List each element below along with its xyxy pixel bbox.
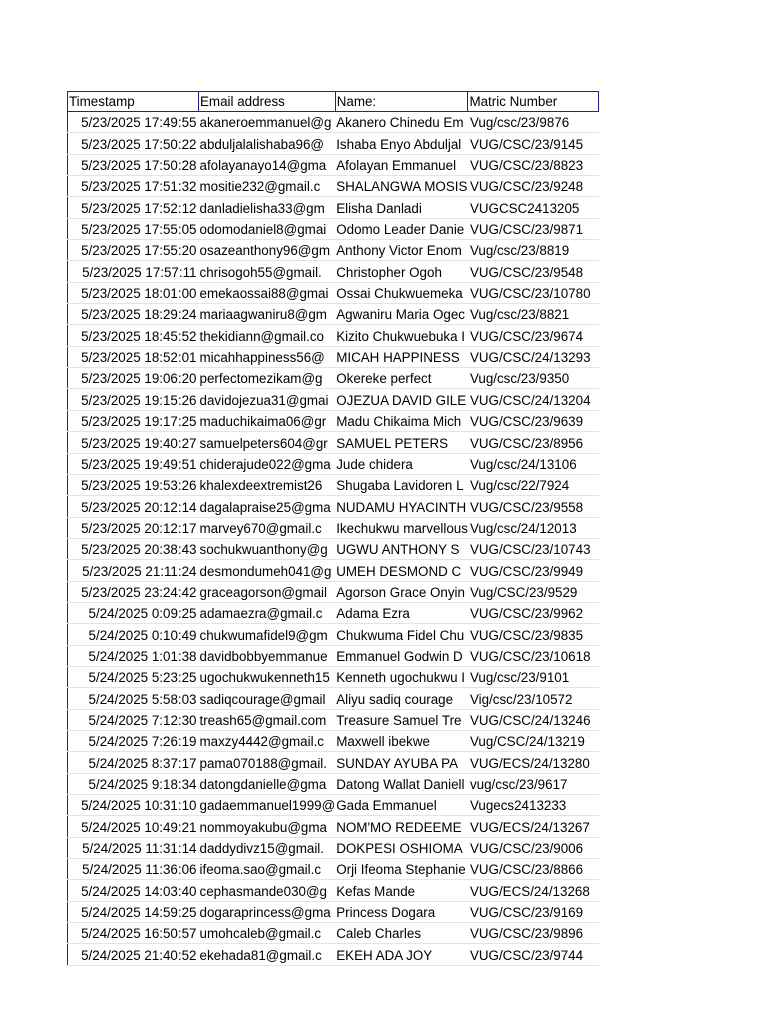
cell-timestamp: 5/24/2025 7:26:19 — [68, 730, 199, 751]
cell-name: Jude chidera — [335, 453, 468, 474]
cell-timestamp: 5/23/2025 17:55:20 — [68, 240, 199, 261]
cell-timestamp: 5/24/2025 0:09:25 — [68, 602, 199, 623]
cell-matric-number: VUG/CSC/23/9962 — [468, 602, 599, 623]
cell-email: perfectomezikam@g — [199, 368, 336, 389]
cell-email: pama070188@gmail. — [199, 752, 336, 773]
table-row — [68, 688, 599, 709]
cell-email: chiderajude022@gma — [199, 453, 336, 474]
cell-timestamp: 5/23/2025 19:40:27 — [68, 432, 199, 453]
table-row — [68, 325, 599, 346]
cell-matric-number: VUG/CSC/23/10618 — [468, 645, 599, 666]
cell-matric-number: VUG/CSC/23/9006 — [468, 837, 599, 858]
cell-email: osazeanthony96@gm — [199, 240, 336, 261]
cell-email: dogaraprincess@gma — [199, 901, 336, 922]
cell-name: Princess Dogara — [335, 901, 468, 922]
cell-name: NUDAMU HYACINTH — [335, 496, 468, 517]
cell-timestamp: 5/23/2025 18:29:24 — [68, 304, 199, 325]
cell-email: abduljalalishaba96@ — [199, 133, 336, 154]
cell-email: chrisogoh55@gmail. — [199, 261, 336, 282]
header-timestamp: Timestamp — [68, 92, 199, 112]
cell-name: SAMUEL PETERS — [335, 432, 468, 453]
cell-name: Afolayan Emmanuel — [335, 154, 468, 175]
cell-email: treash65@gmail.com — [199, 709, 336, 730]
cell-email: datongdanielle@gma — [199, 773, 336, 794]
cell-email: graceagorson@gmail — [199, 581, 336, 602]
cell-email: maduchikaima06@gr — [199, 410, 336, 431]
table-body — [68, 112, 599, 966]
table-row — [68, 346, 599, 367]
cell-email: ekehada81@gmail.c — [199, 944, 336, 965]
cell-name: Datong Wallat Daniell — [335, 773, 468, 794]
cell-matric-number: VUG/CSC/23/9674 — [468, 325, 599, 346]
cell-name: Gada Emmanuel — [335, 795, 468, 816]
cell-email: thekidiann@gmail.co — [199, 325, 336, 346]
cell-email: adamaezra@gmail.c — [199, 602, 336, 623]
cell-name: Emmanuel Godwin D — [335, 645, 468, 666]
cell-timestamp: 5/24/2025 9:18:34 — [68, 773, 199, 794]
cell-name: Treasure Samuel Tre — [335, 709, 468, 730]
cell-email: cephasmande030@g — [199, 880, 336, 901]
cell-name: Aliyu sadiq courage — [335, 688, 468, 709]
cell-timestamp: 5/23/2025 17:51:32 — [68, 176, 199, 197]
cell-matric-number: Vug/csc/23/9101 — [468, 666, 599, 687]
cell-matric-number: VUG/CSC/23/9558 — [468, 496, 599, 517]
cell-timestamp: 5/24/2025 16:50:57 — [68, 923, 199, 944]
header-row — [68, 92, 599, 112]
cell-name: Orji Ifeoma Stephanie — [335, 859, 468, 880]
cell-matric-number: VUG/CSC/24/13246 — [468, 709, 599, 730]
cell-matric-number: VUG/ECS/24/13280 — [468, 752, 599, 773]
cell-timestamp: 5/24/2025 1:01:38 — [68, 645, 199, 666]
table-row — [68, 133, 599, 154]
table-row — [68, 666, 599, 687]
table-row — [68, 496, 599, 517]
cell-email: dagalapraise25@gma — [199, 496, 336, 517]
cell-timestamp: 5/23/2025 19:17:25 — [68, 410, 199, 431]
cell-matric-number: Vug/csc/24/13106 — [468, 453, 599, 474]
cell-email: emekaossai88@gmai — [199, 282, 336, 303]
table-row — [68, 560, 599, 581]
cell-email: danladielisha33@gm — [199, 197, 336, 218]
cell-name: Madu Chikaima Mich — [335, 410, 468, 431]
cell-timestamp: 5/23/2025 19:53:26 — [68, 474, 199, 495]
cell-matric-number: VUG/ECS/24/13268 — [468, 880, 599, 901]
cell-email: sadiqcourage@gmail — [199, 688, 336, 709]
table-row — [68, 368, 599, 389]
cell-email: davidbobbyemmanue — [199, 645, 336, 666]
cell-email: ugochukwukenneth15 — [199, 666, 336, 687]
cell-matric-number: VUG/CSC/23/9871 — [468, 218, 599, 239]
cell-name: UGWU ANTHONY S — [335, 538, 468, 559]
cell-email: gadaemmanuel1999@ — [199, 795, 336, 816]
cell-email: umohcaleb@gmail.c — [199, 923, 336, 944]
table-row — [68, 773, 599, 794]
cell-email: maxzy4442@gmail.c — [199, 730, 336, 751]
table-row — [68, 795, 599, 816]
cell-name: Maxwell ibekwe — [335, 730, 468, 751]
cell-matric-number: VUG/CSC/24/13293 — [468, 346, 599, 367]
cell-matric-number: Vug/csc/23/8821 — [468, 304, 599, 325]
cell-matric-number: Vug/csc/24/12013 — [468, 517, 599, 538]
table-row — [68, 282, 599, 303]
cell-matric-number: VUG/CSC/23/9548 — [468, 261, 599, 282]
cell-matric-number: VUG/CSC/23/10743 — [468, 538, 599, 559]
table-row — [68, 944, 599, 965]
cell-matric-number: Vug/csc/23/9350 — [468, 368, 599, 389]
cell-email: micahhappiness56@ — [199, 346, 336, 367]
cell-name: Agwaniru Maria Ogec — [335, 304, 468, 325]
cell-name: SHALANGWA MOSIS — [335, 176, 468, 197]
cell-name: Kefas Mande — [335, 880, 468, 901]
cell-email: ifeoma.sao@gmail.c — [199, 859, 336, 880]
cell-timestamp: 5/23/2025 17:50:22 — [68, 133, 199, 154]
cell-timestamp: 5/24/2025 11:31:14 — [68, 837, 199, 858]
cell-email: marvey670@gmail.c — [199, 517, 336, 538]
cell-name: SUNDAY AYUBA PA — [335, 752, 468, 773]
cell-timestamp: 5/23/2025 21:11:24 — [68, 560, 199, 581]
cell-email: chukwumafidel9@gm — [199, 624, 336, 645]
cell-matric-number: Vig/csc/23/10572 — [468, 688, 599, 709]
table-row — [68, 154, 599, 175]
table-row — [68, 816, 599, 837]
cell-timestamp: 5/23/2025 23:24:42 — [68, 581, 199, 602]
cell-timestamp: 5/24/2025 5:23:25 — [68, 666, 199, 687]
header-email: Email address — [199, 92, 336, 112]
cell-timestamp: 5/24/2025 0:10:49 — [68, 624, 199, 645]
table-row — [68, 517, 599, 538]
cell-matric-number: Vug/CSC/23/9529 — [468, 581, 599, 602]
table-row — [68, 901, 599, 922]
cell-matric-number: VUG/CSC/23/9248 — [468, 176, 599, 197]
table-row — [68, 859, 599, 880]
cell-timestamp: 5/23/2025 20:38:43 — [68, 538, 199, 559]
header-matric-number: Matric Number — [468, 92, 599, 112]
cell-matric-number: VUG/CSC/23/9169 — [468, 901, 599, 922]
cell-matric-number: VUG/CSC/23/8956 — [468, 432, 599, 453]
cell-email: daddydivz15@gmail. — [199, 837, 336, 858]
cell-email: mariaagwaniru8@gm — [199, 304, 336, 325]
cell-name: Ikechukwu marvellous — [335, 517, 468, 538]
cell-matric-number: Vugecs2413233 — [468, 795, 599, 816]
table-row — [68, 240, 599, 261]
table-row — [68, 197, 599, 218]
cell-name: Elisha Danladi — [335, 197, 468, 218]
table-row — [68, 837, 599, 858]
cell-name: Odomo Leader Danie — [335, 218, 468, 239]
cell-matric-number: VUG/CSC/23/9949 — [468, 560, 599, 581]
cell-email: davidojezua31@gmai — [199, 389, 336, 410]
cell-timestamp: 5/23/2025 20:12:17 — [68, 517, 199, 538]
cell-matric-number: VUG/CSC/23/9145 — [468, 133, 599, 154]
cell-name: Christopher Ogoh — [335, 261, 468, 282]
cell-email: samuelpeters604@gr — [199, 432, 336, 453]
table-row — [68, 304, 599, 325]
table-row — [68, 410, 599, 431]
cell-timestamp: 5/24/2025 14:03:40 — [68, 880, 199, 901]
cell-timestamp: 5/23/2025 17:49:55 — [68, 112, 199, 133]
cell-name: Anthony Victor Enom — [335, 240, 468, 261]
cell-name: OJEZUA DAVID GILE — [335, 389, 468, 410]
cell-timestamp: 5/23/2025 18:45:52 — [68, 325, 199, 346]
cell-timestamp: 5/24/2025 10:31:10 — [68, 795, 199, 816]
cell-name: MICAH HAPPINESS — [335, 346, 468, 367]
table-row — [68, 752, 599, 773]
table-row — [68, 453, 599, 474]
cell-matric-number: VUG/CSC/24/13204 — [468, 389, 599, 410]
cell-matric-number: Vug/csc/23/9876 — [468, 112, 599, 133]
cell-timestamp: 5/23/2025 17:52:12 — [68, 197, 199, 218]
header-name: Name: — [335, 92, 468, 112]
table-row — [68, 923, 599, 944]
table-row — [68, 112, 599, 133]
cell-timestamp: 5/24/2025 5:58:03 — [68, 688, 199, 709]
table-row — [68, 538, 599, 559]
cell-name: Ossai Chukwuemeka — [335, 282, 468, 303]
cell-matric-number: VUGCSC2413205 — [468, 197, 599, 218]
cell-matric-number: VUG/ECS/24/13267 — [468, 816, 599, 837]
cell-timestamp: 5/23/2025 17:55:05 — [68, 218, 199, 239]
table-row — [68, 176, 599, 197]
cell-matric-number: VUG/CSC/23/9835 — [468, 624, 599, 645]
cell-email: khalexdeextremist26 — [199, 474, 336, 495]
cell-timestamp: 5/23/2025 19:49:51 — [68, 453, 199, 474]
cell-timestamp: 5/23/2025 19:15:26 — [68, 389, 199, 410]
table-row — [68, 581, 599, 602]
responses-table — [67, 91, 599, 966]
cell-name: Caleb Charles — [335, 923, 468, 944]
cell-timestamp: 5/24/2025 21:40:52 — [68, 944, 199, 965]
table-row — [68, 880, 599, 901]
cell-email: desmondumeh041@g — [199, 560, 336, 581]
cell-matric-number: VUG/CSC/23/8866 — [468, 859, 599, 880]
cell-email: sochukwuanthony@g — [199, 538, 336, 559]
cell-matric-number: Vug/CSC/24/13219 — [468, 730, 599, 751]
cell-timestamp: 5/24/2025 11:36:06 — [68, 859, 199, 880]
table-row — [68, 730, 599, 751]
cell-email: odomodaniel8@gmai — [199, 218, 336, 239]
cell-matric-number: Vug/csc/22/7924 — [468, 474, 599, 495]
table-row — [68, 261, 599, 282]
cell-name: EKEH ADA JOY — [335, 944, 468, 965]
cell-name: Kenneth ugochukwu I — [335, 666, 468, 687]
cell-name: Kizito Chukwuebuka I — [335, 325, 468, 346]
cell-name: DOKPESI OSHIOMA — [335, 837, 468, 858]
cell-timestamp: 5/23/2025 20:12:14 — [68, 496, 199, 517]
cell-timestamp: 5/23/2025 18:01:00 — [68, 282, 199, 303]
table-header — [68, 92, 599, 112]
cell-email: akaneroemmanuel@g — [199, 112, 336, 133]
cell-timestamp: 5/24/2025 7:12:30 — [68, 709, 199, 730]
cell-matric-number: VUG/CSC/23/9744 — [468, 944, 599, 965]
cell-email: afolayanayo14@gma — [199, 154, 336, 175]
table-row — [68, 474, 599, 495]
cell-matric-number: VUG/CSC/23/10780 — [468, 282, 599, 303]
cell-timestamp: 5/24/2025 14:59:25 — [68, 901, 199, 922]
table-row — [68, 709, 599, 730]
cell-name: Adama Ezra — [335, 602, 468, 623]
cell-name: Ishaba Enyo Abduljal — [335, 133, 468, 154]
cell-matric-number: Vug/csc/23/8819 — [468, 240, 599, 261]
cell-timestamp: 5/23/2025 17:50:28 — [68, 154, 199, 175]
cell-email: mositie232@gmail.c — [199, 176, 336, 197]
cell-matric-number: vug/csc/23/9617 — [468, 773, 599, 794]
cell-timestamp: 5/23/2025 19:06:20 — [68, 368, 199, 389]
cell-name: UMEH DESMOND C — [335, 560, 468, 581]
table-row — [68, 389, 599, 410]
cell-matric-number: VUG/CSC/23/9896 — [468, 923, 599, 944]
cell-timestamp: 5/23/2025 17:57:11 — [68, 261, 199, 282]
cell-timestamp: 5/23/2025 18:52:01 — [68, 346, 199, 367]
table-row — [68, 432, 599, 453]
cell-email: nommoyakubu@gma — [199, 816, 336, 837]
cell-name: Agorson Grace Onyin — [335, 581, 468, 602]
cell-name: Akanero Chinedu Em — [335, 112, 468, 133]
cell-name: Chukwuma Fidel Chu — [335, 624, 468, 645]
cell-matric-number: VUG/CSC/23/9639 — [468, 410, 599, 431]
cell-name: Okereke perfect — [335, 368, 468, 389]
table-row — [68, 218, 599, 239]
cell-matric-number: VUG/CSC/23/8823 — [468, 154, 599, 175]
table-row — [68, 645, 599, 666]
cell-timestamp: 5/24/2025 8:37:17 — [68, 752, 199, 773]
cell-timestamp: 5/24/2025 10:49:21 — [68, 816, 199, 837]
table-row — [68, 624, 599, 645]
cell-name: NOM'MO REDEEME — [335, 816, 468, 837]
table-row — [68, 602, 599, 623]
cell-name: Shugaba Lavidoren L — [335, 474, 468, 495]
